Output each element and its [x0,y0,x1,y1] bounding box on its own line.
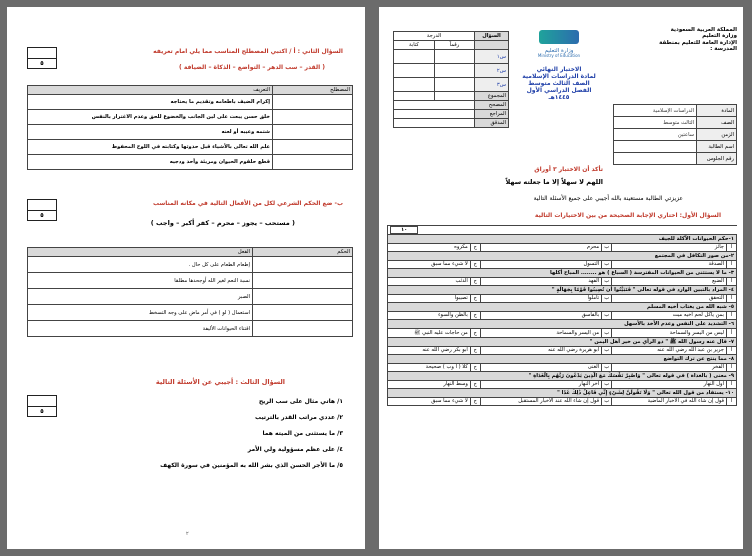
intro: عزيزتي الطالبة مستعينة بالله أجيبي على جميع الأسئلة التالية [533,195,683,202]
q3-item: ٣/ ما يستثنى من الميته هما [262,429,343,437]
option-letter: ب [602,277,612,286]
option-letter: ب [602,311,612,320]
definition-row [28,155,353,170]
q2b-table [27,247,353,337]
mcq-option[interactable]: لا شيء مما سبق [388,260,471,269]
definition-text: خلق حسن يبعث على لين الجانب والخضوع للحق وعدم الاغترار بالنفس [28,110,273,125]
action-text: استعمال ( لو ) في أمر ماض على وجه التسخط [28,305,253,321]
definition-row [28,125,353,140]
mcq-question: ٩- معنى ( بالغداة ) في قوله تعالى " وَاصْبِرْ نَفْسَكَ مَعَ الَّذِينَ يَدْعُونَ رَبَّهُم بِالْغَدَاةِ " [388,372,737,381]
option-letter: أ [727,294,737,303]
info-row [614,117,737,129]
term-answer-cell[interactable] [273,110,353,125]
mcq-option[interactable]: الصدقة [612,260,727,269]
mcq-option[interactable]: الذئب [388,277,471,286]
option-letter: ج [470,328,480,337]
mcq-options-row [388,397,737,406]
option-letter: ب [602,397,612,406]
header-action: الفعل [28,248,253,257]
option-letter: أ [727,311,737,320]
definition-text: قطع حلقوم الحيوان ومريئة وأحد ودجيه [28,155,273,170]
q1-score: ١٠ [390,226,418,234]
q3-item: ١/ هاتي مثال على سب الريح [258,398,343,405]
mcq-option[interactable]: التحقق [612,294,727,303]
mcq-options-row [388,311,737,320]
mcq-question-row [388,355,737,364]
mcq-option[interactable]: من حاجات عليه النبي ﷺ [388,328,471,337]
info-table [613,104,737,165]
mcq-option[interactable]: قول إن شاء الله في الأخبار الماضية [612,397,727,406]
option-letter: ج [470,346,480,355]
option-letter: ب [602,328,612,337]
mcq-question-row [388,320,737,329]
option-letter: أ [727,260,737,269]
action-text: اقتناء الحيوانات الأليفة [28,321,253,337]
definition-row [28,110,353,125]
mcq-options-row [388,277,737,286]
ruling-answer-cell[interactable] [253,257,353,273]
mcq-question: ٨- مما ينتج عن ترك التواضع [388,355,737,364]
term-answer-cell[interactable] [273,140,353,155]
option-letter: ب [602,363,612,372]
mcq-option[interactable]: مكروه [388,243,471,252]
mcq-option[interactable]: التسول [480,260,601,269]
pages-note: تأكد أن الاختبار ٣ أوراق [534,166,603,173]
mcq-option[interactable]: بالفاسق [480,311,601,320]
mcq-option[interactable]: أبو هريرة رضي الله عنه [480,346,601,355]
option-letter: ج [470,260,480,269]
mcq-option[interactable]: الغنى [480,363,601,372]
mcq-option[interactable]: كلا ( أ وب ) صحيحة [388,363,471,372]
option-letter: أ [727,346,737,355]
option-letter: ج [470,311,480,320]
mcq-question-row [388,235,737,244]
definition-text: شتمه وعيبه أو لعنه [28,125,273,140]
action-row [28,257,353,273]
page-one [379,7,743,549]
mcq-question: ١-حكم الحيوانات الآكلة للجيف [388,235,737,244]
info-value[interactable] [614,141,697,153]
option-letter: ج [470,380,480,389]
option-letter: ب [602,294,612,303]
mcq-question: ٣- ما لا يستثنى من الحيوانات المفترسة ( السباع ) هو ........ المباح أكلها [388,269,737,278]
option-letter: أ [727,277,737,286]
info-label: رقم الجلوس [697,153,737,165]
mcq-option[interactable]: بالظن والسوء [388,311,471,320]
mcq-options-row [388,294,737,303]
q2-title: السؤال الثاني : أ / اكتبي المصطلح المناسب مما يلي امام تعريفه [153,48,343,55]
mcq-question-row [388,286,737,295]
ruling-answer-cell[interactable] [253,321,353,337]
mcq-option[interactable]: من اليسر والسماحة [480,328,601,337]
q2-terms: ( القدر – سب الدهر – التواضع – الذكاة – الضيافة ) [179,64,325,71]
action-row [28,289,353,305]
mcq-option[interactable]: أول النهار [612,380,727,389]
header-term: المصطلح [273,86,353,95]
action-row [28,305,353,321]
option-letter: أ [727,397,737,406]
header-right: المملكة العربية السعودية وزارة التعليم الإدارة العامة للتعليم بمنطقة المدرسة : [659,27,737,52]
q3-item: ٥/ ما الأجر الحسن الذي بشر الله به المؤمنين في سورة الكهف [160,461,343,469]
q3-title: السؤال الثالث : أجيبي عن الأسئلة التالية [155,378,285,386]
q3-item: ٤/ على عظم مسؤولية ولي الأمر [247,445,343,453]
mcq-question: ٦- التشديد على النفس وعدم الأخذ بالأسهل [388,320,737,329]
mcq-option[interactable]: قول إن شاء الله عند الأخبار المستقبل [480,397,601,406]
q2-table [27,85,353,170]
q3-list [160,399,343,478]
mcq-question-row [388,372,737,381]
mcq-option[interactable]: وسط النهار [388,380,471,389]
mcq-options-row [388,328,737,337]
page-two [7,7,365,549]
mcq-option[interactable]: ليس من اليسر والسماحة [612,328,727,337]
mcq-options-row [388,346,737,355]
info-label: المادة [697,105,737,117]
info-row [614,141,737,153]
mcq-table [387,225,737,406]
mcq-question: ٧- قال عنه رسول الله ﷺ " ذو الرأي من خير أهل اليمن " [388,337,737,346]
grade-table: السؤال الدرجة رقماً كتابة س١ س٢ س٣ المجموع المصحح المراجع المدقق [393,31,509,128]
q2b-title: ب- ضع الحكم الشرعي لكل من الأفعال التالية في مكانه المناسب [153,200,343,207]
q2b-terms: ( مستحب – يجوز – محرم – كفر أكبر – واجب ) [150,219,295,227]
mcq-options-row [388,243,737,252]
ruling-answer-cell[interactable] [253,273,353,289]
option-letter: أ [727,363,737,372]
mcq-option[interactable]: تصيبوا [388,294,471,303]
info-row [614,129,737,141]
info-label: الصف [697,117,737,129]
option-letter: ج [470,294,480,303]
mcq-question: ٤- المراد بالتبين الوارد في قوله تعالى " فَتَبَيَّنُوا أَن تُصِيبُوا قَوْمًا بِجَهَالَةٍ " [388,286,737,295]
term-answer-cell[interactable] [273,125,353,140]
mcq-question: ٢-من صور التكافل في المجتمع [388,252,737,261]
mcq-option[interactable]: الضبع [612,277,727,286]
mcq-option[interactable]: جرير بن عبد الله رضي الله عنه [612,346,727,355]
mcq-option[interactable]: آخر النهار [480,380,601,389]
definition-row [28,140,353,155]
option-letter: ج [470,243,480,252]
term-answer-cell[interactable] [273,155,353,170]
mcq-question: ٥- شبه الله من يغتاب أخيه المسلم [388,303,737,312]
info-value[interactable]: الدراسات الإسلامية [614,105,697,117]
action-text: إطعام الطعام على كل حال . [28,257,253,273]
header-definition: التعريف [28,86,273,95]
action-text: نسبة النعم لغير الله أوجحدها مطلقا [28,273,253,289]
info-row [614,153,737,165]
info-value[interactable]: ساعتين [614,129,697,141]
page-number: ٢ [186,531,189,537]
mcq-option[interactable]: أبو بكر رضي الله عنه [388,346,471,355]
info-value[interactable] [614,153,697,165]
option-letter: أ [727,243,737,252]
ruling-answer-cell[interactable] [253,305,353,321]
mcq-question-row [388,389,737,398]
mcq-question-row [388,303,737,312]
option-letter: ب [602,260,612,269]
option-letter: ب [602,243,612,252]
option-letter: أ [727,328,737,337]
mcq-option[interactable]: محرم [480,243,601,252]
mcq-options-row [388,380,737,389]
q1-title: السؤال الأول: اختاري الإجابة الصحيحة من بين الاختيارات التالية [534,212,721,219]
exam-title: الاختبار النهائي لمادة الدراسات الإسلامية الصف الثالث متوسط الفصل الدراسي الأول ١٤٤٥هـ [522,66,596,101]
info-label: اسم الطالبة [697,141,737,153]
mcq-options-row [388,260,737,269]
mcq-option[interactable]: تأملوا [480,294,601,303]
q2a-score-box: ٥ [27,47,57,69]
ministry-logo: وزارة التعليم Ministry of Education [509,29,609,59]
mcq-question: ١٠- يستفاد من قول الله تعالى " وَلَا تَقُولَنَّ لِشَيْءٍ إِنِّي فَاعِلٌ ذَٰلِكَ غَدًا " [388,389,737,398]
ministry-logo-icon [539,30,579,44]
mcq-question-row [388,337,737,346]
q2b-score-box: ٥ [27,199,57,221]
definition-text: علم الله تعالى بالأشياء قبل حدوثها وكتابته في اللوح المحفوظ [28,140,273,155]
option-letter: ج [470,397,480,406]
option-letter: ب [602,380,612,389]
mcq-option[interactable]: جائز [612,243,727,252]
mcq-question-row [388,269,737,278]
term-answer-cell[interactable] [273,95,353,110]
action-row [28,273,353,289]
option-letter: أ [727,380,737,389]
mcq-option[interactable]: بمن يأكل لحم أخيه ميت [612,311,727,320]
action-text: الصبر [28,289,253,305]
info-value[interactable]: الثالث متوسط [614,117,697,129]
option-letter: ج [470,363,480,372]
mcq-option[interactable]: الفهد [480,277,601,286]
option-letter: ج [470,277,480,286]
definition-text: إكرام الضيف باطعامه وتقديم ما يحتاجه [28,95,273,110]
mcq-option[interactable]: لا شيء مما سبق [388,397,471,406]
definition-row [28,95,353,110]
header-ruling: الحكم [253,248,353,257]
mcq-option[interactable]: الفخر [612,363,727,372]
info-row [614,105,737,117]
prayer: اللهم لا سهلاً إلا ما جعلته سهلاً [505,178,603,186]
q3-item: ٢/ عددي مراتب القدر بالترتيب [254,413,343,421]
option-letter: ب [602,346,612,355]
q3-score-box: ٥ [27,395,57,417]
info-label: الزمن [697,129,737,141]
ruling-answer-cell[interactable] [253,289,353,305]
mcq-options-row [388,363,737,372]
mcq-question-row [388,252,737,261]
action-row [28,321,353,337]
